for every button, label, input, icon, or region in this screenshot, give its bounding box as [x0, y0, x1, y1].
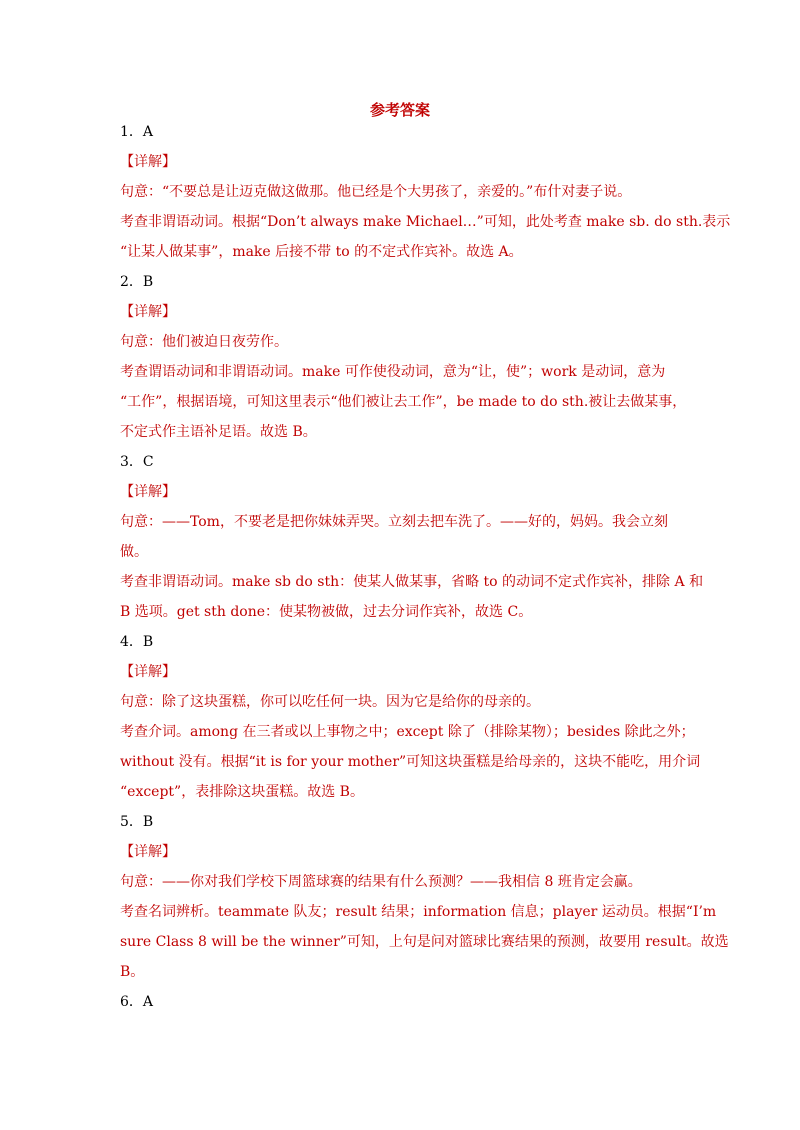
explanation-line: “让某人做某事”，make 后接不带 to 的不定式作宾补。故选 A。 [120, 244, 523, 260]
explanation-line: without 没有。根据“it is for your mother”可知这块蛋糕是给母亲的，这块不能吃，用介词 [120, 754, 701, 770]
explanation-line: 考查介词。among 在三者或以上事物之中；except 除了（排除某物）；besides 除此之外； [120, 724, 695, 740]
explanation-line: 句意：除了这块蛋糕，你可以吃任何一块。因为它是给你的母亲的。 [120, 694, 540, 710]
explanation-line: “except”，表排除这块蛋糕。故选 B。 [120, 784, 364, 800]
explanation-line: 考查非谓语动词。根据“Don’t always make Michael…”可知，此处考查 make sb. do sth.表示 [120, 214, 731, 230]
detail-heading: 【详解】 [120, 664, 176, 680]
explanation-line: 考查名词辨析。teammate 队友；result 结果；information 信息；player 运动员。根据“I’m [120, 904, 717, 920]
answer-number: 1．A [120, 124, 154, 140]
explanation-line: 句意：——你对我们学校下周篮球赛的结果有什么预测？——我相信 8 班肯定会赢。 [120, 874, 642, 890]
explanation-line: 考查谓语动词和非谓语动词。make 可作使役动词，意为“让，使”；work 是动词，意为 [120, 364, 666, 380]
answer-number: 5．B [120, 814, 154, 830]
explanation-line: 句意：——Tom，不要老是把你妹妹弄哭。立刻去把车洗了。——好的，妈妈。我会立刻 [120, 514, 668, 530]
answer-number: 6．A [120, 994, 154, 1010]
answer-list [120, 117, 731, 1017]
answer-number: 4．B [120, 634, 154, 650]
explanation-line: B 选项。get sth done：使某物被做，过去分词作宾补，故选 C。 [120, 604, 533, 620]
explanation-line: “工作”，根据语境，可知这里表示“他们被让去工作”，be made to do sth.被让去做某事， [120, 394, 687, 410]
page-title: 参考答案 [369, 101, 430, 119]
detail-heading: 【详解】 [120, 304, 176, 320]
detail-heading: 【详解】 [120, 154, 176, 170]
explanation-line: B。 [120, 964, 145, 980]
explanation-line: 做。 [120, 544, 148, 560]
explanation-line: 句意：他们被迫日夜劳作。 [120, 334, 288, 350]
explanation-line: 不定式作主语补足语。故选 B。 [120, 424, 317, 440]
detail-heading: 【详解】 [120, 844, 176, 860]
explanation-line: 句意：“不要总是让迈克做这做那。他已经是个大男孩了，亲爱的。”布什对妻子说。 [120, 184, 632, 200]
answer-number: 3．C [120, 454, 154, 470]
explanation-line: sure Class 8 will be the winner”可知，上句是问对篮球比赛结果的预测，故要用 result。故选 [120, 934, 729, 950]
detail-heading: 【详解】 [120, 484, 176, 500]
explanation-line: 考查非谓语动词。make sb do sth：使某人做某事，省略 to 的动词不定式作宾补，排除 A 和 [120, 574, 704, 590]
answer-number: 2．B [120, 274, 154, 290]
